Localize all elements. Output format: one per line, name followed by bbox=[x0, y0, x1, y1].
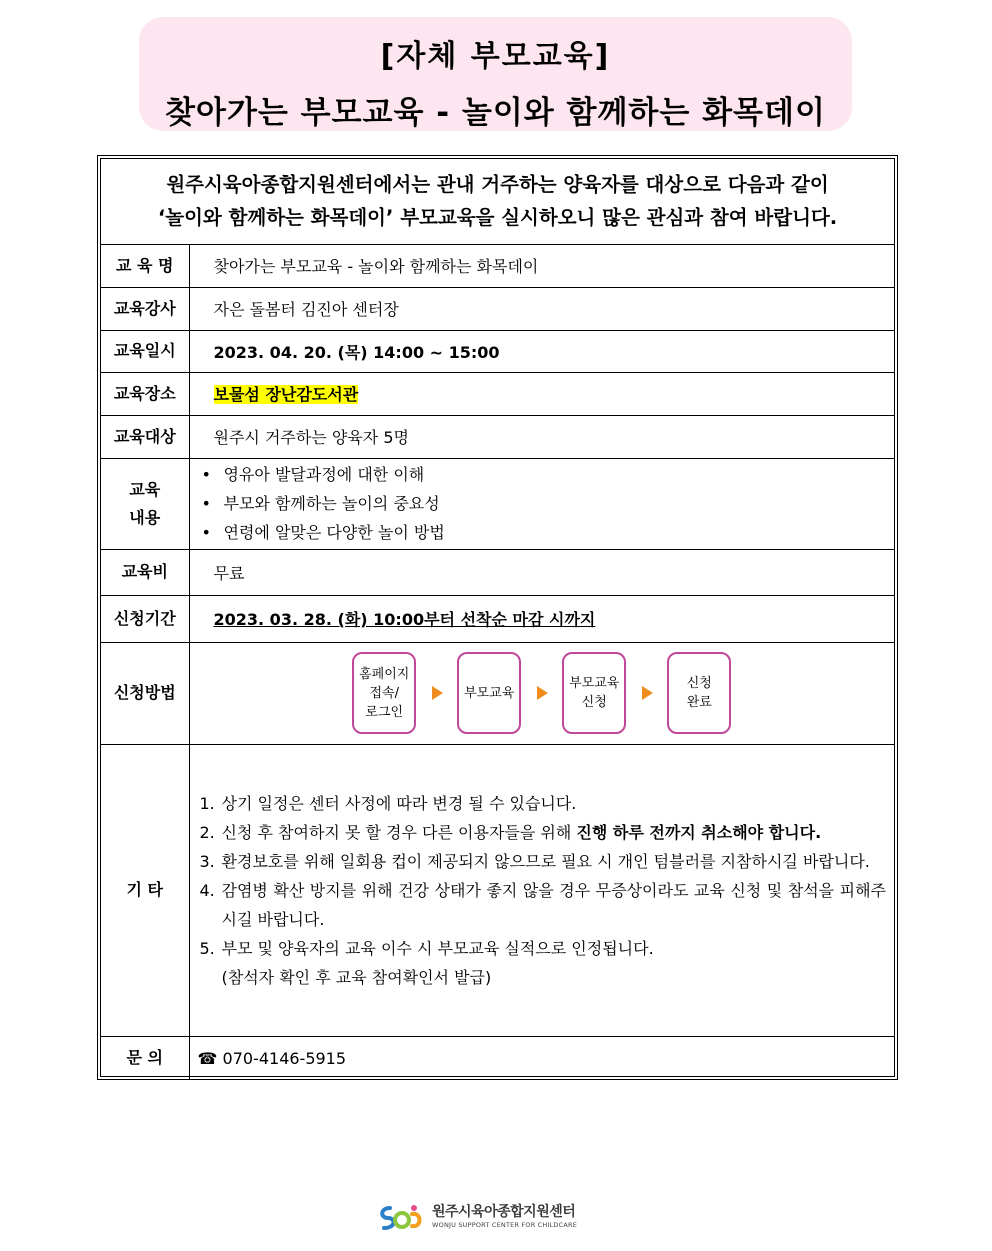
value-fee: 무료 bbox=[189, 549, 894, 595]
info-table bbox=[101, 159, 894, 1080]
label-target: 교육대상 bbox=[101, 415, 189, 458]
title-line-1: [자체 부모교육] bbox=[380, 39, 611, 74]
value-date: 2023. 04. 20. (목) 14:00 ~ 15:00 bbox=[189, 330, 894, 372]
label-method: 신청방법 bbox=[101, 642, 189, 744]
step-apply: 부모교육 신청 bbox=[562, 652, 626, 734]
note-bold: 진행 하루 전까지 취소해야 합니다. bbox=[576, 822, 822, 842]
content-item: • 영유아 발달과정에 대한 이해 bbox=[202, 460, 895, 489]
intro-text bbox=[101, 159, 894, 244]
label-date: 교육일시 bbox=[101, 330, 189, 372]
step-parent-education: 부모교육 bbox=[457, 652, 521, 734]
note-item: 3. 환경보호를 위해 일회용 컵이 제공되지 않으므로 필요 시 개인 텀블러를 지참하시길 바랍니다. bbox=[199, 851, 870, 871]
arrow-right-icon bbox=[432, 686, 443, 700]
application-steps bbox=[190, 652, 895, 734]
title-banner bbox=[139, 17, 852, 131]
step-homepage-login: 홈페이지 접속/ 로그인 bbox=[352, 652, 416, 734]
step-complete: 신청 완료 bbox=[667, 652, 731, 734]
note-item: (참석자 확인 후 교육 참여확인서 발급) bbox=[221, 967, 492, 987]
content-list bbox=[190, 460, 895, 547]
value-period: 2023. 03. 28. (화) 10:00부터 선착순 마감 시까지 bbox=[213, 610, 596, 629]
note-item: 5. 부모 및 양육자의 교육 이수 시 부모교육 실적으로 인정됩니다. bbox=[199, 938, 654, 958]
footer-name-ko: 원주시육아종합지원센터 bbox=[432, 1204, 576, 1221]
label-etc: 기 타 bbox=[101, 744, 189, 1036]
label-content: 교육 내용 bbox=[101, 458, 189, 549]
title-line-2: 찾아가는 부모교육 - 놀이와 함께하는 화목데이 bbox=[165, 95, 826, 131]
note-item: 2. 신청 후 참여하지 못 할 경우 다른 이용자들을 위해 진행 하루 전까지 취소해야 합니다. bbox=[199, 822, 822, 842]
intro-line-2: ‘놀이와 함께하는 화목데이’ 부모교육을 실시하오니 많은 관심과 참여 바랍니다. bbox=[157, 206, 838, 230]
label-place: 교육장소 bbox=[101, 372, 189, 415]
value-instructor: 자은 돌봄터 김진아 센터장 bbox=[189, 287, 894, 330]
label-contact: 문 의 bbox=[101, 1036, 189, 1080]
info-table-frame bbox=[97, 155, 898, 1080]
footer-name-en: WONJU SUPPORT CENTER FOR CHILDCARE bbox=[432, 1221, 578, 1230]
label-period: 신청기간 bbox=[101, 595, 189, 642]
value-contact: ☎ 070-4146-5915 bbox=[189, 1036, 894, 1080]
arrow-right-icon bbox=[642, 686, 653, 700]
notes-list bbox=[190, 781, 895, 1000]
label-fee: 교육비 bbox=[101, 549, 189, 595]
center-logo-icon bbox=[378, 1202, 424, 1232]
label-name: 교 육 명 bbox=[101, 244, 189, 287]
note-item: 1. 상기 일정은 센터 사정에 따라 변경 될 수 있습니다. bbox=[199, 793, 577, 813]
value-place: 보물섬 장난감도서관 bbox=[213, 385, 359, 404]
arrow-right-icon bbox=[537, 686, 548, 700]
note-item: 4. 감염병 확산 방지를 위해 건강 상태가 좋지 않을 경우 무증상이라도 교육 신청 및 참석을 피해주시길 바랍니다. bbox=[199, 880, 886, 929]
content-item: • 연령에 알맞은 다양한 놀이 방법 bbox=[202, 518, 895, 547]
content-item: • 부모와 함께하는 놀이의 중요성 bbox=[202, 489, 895, 518]
value-target: 원주시 거주하는 양육자 5명 bbox=[189, 415, 894, 458]
label-instructor: 교육강사 bbox=[101, 287, 189, 330]
value-name: 찾아가는 부모교육 - 놀이와 함께하는 화목데이 bbox=[189, 244, 894, 287]
intro-line-1: 원주시육아종합지원센터에서는 관내 거주하는 양육자를 대상으로 다음과 같이 bbox=[166, 173, 829, 197]
footer-logo bbox=[378, 1200, 577, 1234]
